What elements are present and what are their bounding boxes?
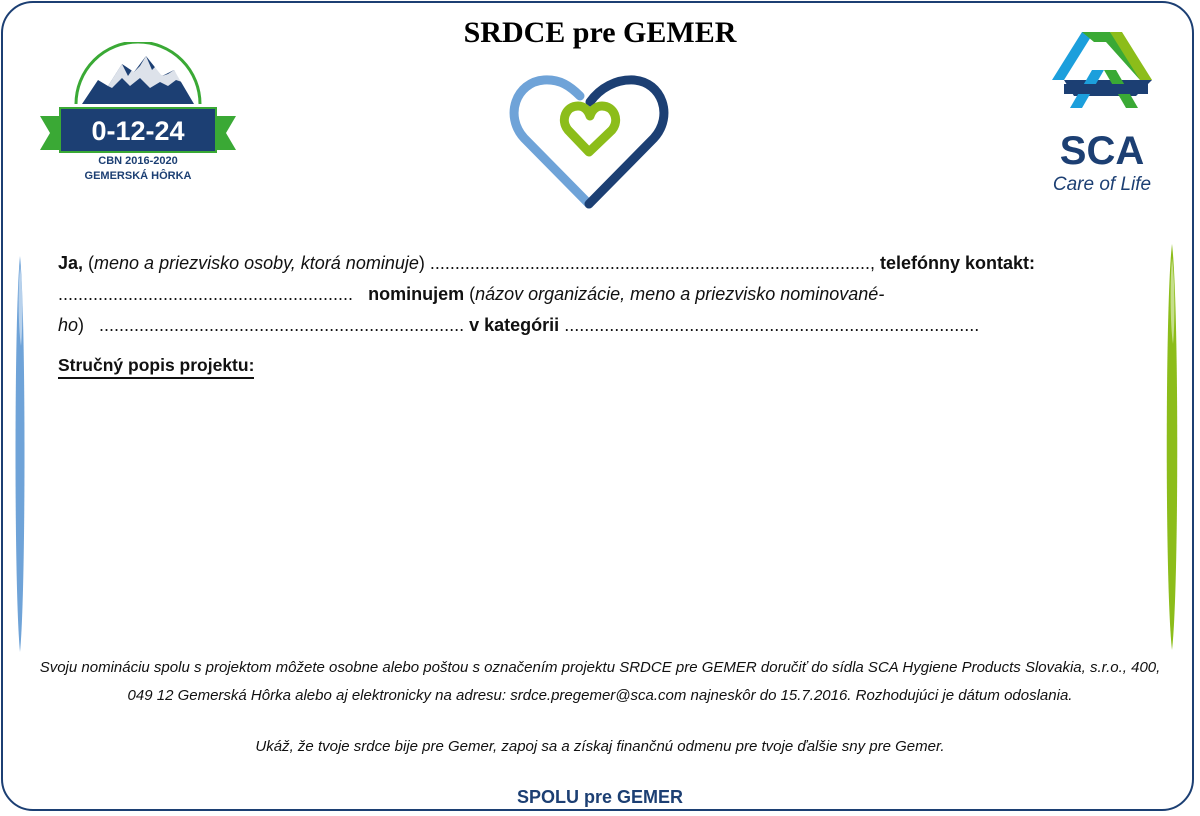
nominate-label: nominujem — [368, 284, 465, 304]
motto-note: Ukáž, že tvoje srdce bije pre Gemer, zapoj sa a získaj finančnú odmenu pre tvoje ďalšie sny pre Gemer. — [255, 738, 945, 755]
form-line-1: Ja, (meno a priezvisko osoby, ktorá nominuje) ........................................................................................, telefónny kontakt: — [58, 253, 1035, 273]
sca-name: SCA — [1059, 129, 1145, 173]
left-blue-bar — [14, 256, 26, 652]
badge-number: 0-12-24 — [91, 116, 185, 146]
mountain-badge-logo — [36, 42, 240, 187]
nominate-hint-end: ho — [58, 315, 79, 335]
footer-slogan: SPOLU pre GEMER — [516, 787, 684, 807]
category-field[interactable]: ................................................................................... — [564, 315, 980, 335]
contact-field[interactable]: ........................................................... — [58, 284, 354, 304]
project-description-label: Stručný popis projektu: — [58, 354, 254, 379]
badge-line2: GEMERSKÁ HÔRKA — [84, 170, 192, 182]
delivery-note — [0, 654, 1200, 710]
ja-hint: meno a priezvisko osoby, ktorá nominuje — [94, 253, 419, 273]
right-green-bar — [1165, 244, 1179, 650]
ja-label: Ja, — [58, 253, 84, 273]
form-line-3: ho) ......................................................................... v kategórii ................................................................................... — [58, 315, 980, 335]
nominate-hint: názov organizácie, meno a priezvisko nominované- — [475, 284, 885, 304]
nominee-field[interactable]: ......................................................................... — [99, 315, 465, 335]
page-title: SRDCE pre GEMER — [463, 16, 737, 49]
nominator-name-field[interactable]: ........................................................................................, — [429, 253, 875, 273]
heart-logo — [508, 72, 670, 212]
form-line-2: ........................................................... nominujem (názov organizácie, meno a priezvisko nominované- — [58, 284, 885, 304]
delivery-note-line-2: 049 12 Gemerská Hôrka alebo aj elektronicky na adresu: srdce.pregemer@sca.com najneskôr do 15.7.2016. Rozhodujúci je dátum odoslania. — [127, 687, 1073, 704]
badge-line1: CBN 2016-2020 — [98, 155, 178, 167]
nomination-form — [58, 248, 1148, 341]
sca-tagline: Care of Life — [1052, 174, 1152, 195]
category-label: v kategórii — [469, 315, 560, 335]
contact-label: telefónny kontakt: — [879, 253, 1035, 273]
delivery-note-line-1: Svoju nomináciu spolu s projektom môžete osobne alebo poštou s označením projektu SRDCE pre GEMER doručiť do sídla SCA Hygiene Products Slovakia, s.r.o., 400, — [39, 659, 1161, 676]
sca-logo — [1044, 30, 1164, 200]
